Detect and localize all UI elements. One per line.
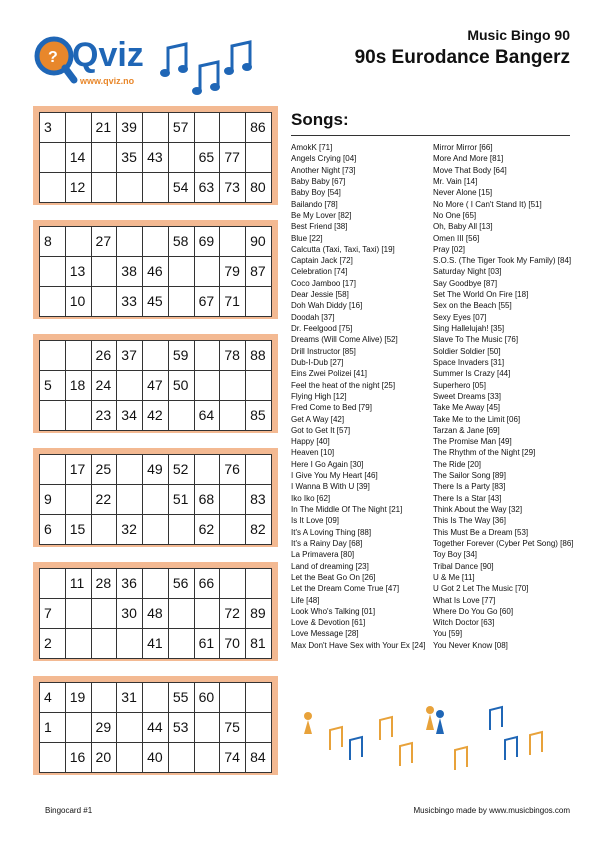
bingo-cell: 63 [194, 173, 220, 203]
song-item: Say Goodbye [87] [433, 278, 498, 288]
bingo-cell [194, 341, 220, 371]
song-item: Never Alone [15] [433, 188, 493, 198]
song-item: Move That Body [64] [433, 165, 507, 175]
song-item: Space Invaders [31] [433, 357, 505, 367]
bingo-cell [246, 713, 272, 743]
song-item: Blue [22] [291, 233, 323, 243]
song-item: I Wanna B With U [39] [291, 482, 370, 492]
song-item: La Primavera [80] [291, 550, 355, 560]
song-item: Think About the Way [32] [433, 505, 523, 514]
bingo-card [33, 562, 278, 661]
bingo-card [33, 448, 278, 547]
bingo-cell: 28 [91, 569, 117, 599]
bingo-cell: 2 [40, 629, 66, 659]
song-item: Look Who's Talking [01] [291, 606, 376, 616]
bingo-cell [220, 113, 246, 143]
song-item: Happy [40] [291, 437, 330, 447]
bingo-cell: 11 [65, 569, 91, 599]
bingo-cell: 83 [246, 485, 272, 515]
bingo-row [40, 713, 272, 743]
bingo-cell: 36 [117, 569, 143, 599]
song-item: There Is a Party [83] [433, 482, 506, 492]
bingo-cell: 9 [40, 485, 66, 515]
dancers-notes-icon [290, 700, 560, 780]
bingo-cell: 74 [220, 743, 246, 773]
song-item: No More ( I Can't Stand It) [51] [433, 199, 542, 209]
song-item: Get A Way [42] [291, 414, 345, 424]
bingo-cell: 8 [40, 227, 66, 257]
bingo-cell [246, 143, 272, 173]
bingo-cell: 59 [168, 341, 194, 371]
bingo-cell: 30 [117, 599, 143, 629]
bingo-cell: 13 [65, 257, 91, 287]
song-item: Land of dreaming [23] [291, 561, 369, 571]
bingo-cell: 66 [194, 569, 220, 599]
bingo-cell: 64 [194, 401, 220, 431]
song-item: Heaven [10] [291, 448, 335, 458]
svg-text:?: ? [48, 49, 58, 66]
song-item: Let the Beat Go On [26] [291, 572, 376, 582]
song-item: Where Do You Go [60] [433, 606, 514, 616]
bingo-cell [40, 257, 66, 287]
bingo-cell [194, 371, 220, 401]
bingo-cell: 23 [91, 401, 117, 431]
bingo-cell: 7 [40, 599, 66, 629]
bingo-grid [39, 682, 272, 773]
song-item: Is It Love [09] [291, 516, 340, 526]
bingo-cell [40, 143, 66, 173]
bingo-row [40, 227, 272, 257]
bingo-cell [168, 629, 194, 659]
bingo-cell: 3 [40, 113, 66, 143]
bingo-cell: 43 [143, 143, 169, 173]
bingo-cell [143, 113, 169, 143]
bingo-cell: 76 [220, 455, 246, 485]
bingo-cell: 89 [246, 599, 272, 629]
bingo-row [40, 113, 272, 143]
song-item: You Never Know [08] [433, 640, 508, 650]
song-item: Best Friend [38] [291, 222, 348, 232]
song-item: This Is The Way [36] [433, 516, 506, 526]
bingo-cell: 42 [143, 401, 169, 431]
footer-credit: Musicbingo made by www.musicbingos.com [413, 806, 570, 815]
bingo-cell: 80 [246, 173, 272, 203]
bingo-row [40, 569, 272, 599]
bingo-cell [246, 287, 272, 317]
bingo-cell [91, 599, 117, 629]
bingo-cell [194, 455, 220, 485]
song-item: Saturday Night [03] [433, 267, 502, 277]
song-item: Baby Boy [54] [291, 188, 341, 198]
bingo-cell: 24 [91, 371, 117, 401]
song-item: Another Night [73] [291, 165, 356, 175]
bingo-cell: 39 [117, 113, 143, 143]
bingo-cell [117, 713, 143, 743]
bingo-cell [168, 599, 194, 629]
bingo-cell: 50 [168, 371, 194, 401]
bingo-grid [39, 454, 272, 545]
song-item: Angels Crying [04] [291, 154, 357, 164]
bingo-card [33, 334, 278, 433]
bingo-cell [220, 227, 246, 257]
bingo-cell: 52 [168, 455, 194, 485]
bingo-cell [91, 287, 117, 317]
song-item: The Sailor Song [89] [433, 471, 506, 481]
bingo-cell [220, 485, 246, 515]
bingo-cell [91, 515, 117, 545]
bingo-cell: 34 [117, 401, 143, 431]
song-item: In The Middle Of The Night [21] [291, 505, 403, 514]
bingo-cell [40, 569, 66, 599]
qviz-logo [32, 30, 152, 94]
bingo-cell [194, 257, 220, 287]
bingo-cell: 37 [117, 341, 143, 371]
song-item: Got to Get It [57] [291, 425, 351, 435]
bingo-cell: 87 [246, 257, 272, 287]
song-item: Together Forever (Cyber Pet Song) [86] [433, 538, 574, 548]
bingo-row [40, 287, 272, 317]
song-item: Flying High [12] [291, 391, 347, 401]
bingo-cell: 90 [246, 227, 272, 257]
song-item: This Must Be a Dream [53] [433, 527, 529, 537]
song-item: Superhero [05] [433, 380, 486, 390]
song-item: Coco Jamboo [17] [291, 278, 356, 288]
bingo-cell: 60 [194, 683, 220, 713]
song-item: No One [65] [433, 210, 477, 220]
bingo-cell [220, 569, 246, 599]
songs-column-1 [291, 142, 433, 651]
song-item: Eins Zwei Polizei [41] [291, 369, 368, 379]
bingo-cell [65, 629, 91, 659]
bingo-row [40, 515, 272, 545]
bingo-cell [40, 287, 66, 317]
song-item: Mirror Mirror [66] [433, 143, 493, 152]
song-item: Witch Doctor [63] [433, 618, 495, 628]
bingo-grid [39, 112, 272, 203]
song-item: There Is a Star [43] [433, 493, 502, 503]
bingo-cell: 6 [40, 515, 66, 545]
song-item: I Give You My Heart [46] [291, 471, 378, 481]
bingo-cell: 21 [91, 113, 117, 143]
bingo-cell: 55 [168, 683, 194, 713]
song-item: AmokK [71] [291, 143, 333, 152]
song-item: The Rhythm of the Night [29] [433, 448, 536, 458]
bingo-row [40, 455, 272, 485]
bingo-cell: 44 [143, 713, 169, 743]
bingo-cell: 62 [194, 515, 220, 545]
bingo-row [40, 143, 272, 173]
songs-heading: Songs: [291, 110, 349, 129]
bingo-cell: 75 [220, 713, 246, 743]
bingo-cell [117, 455, 143, 485]
bingo-cell: 54 [168, 173, 194, 203]
bingo-cell: 48 [143, 599, 169, 629]
bingo-cell: 15 [65, 515, 91, 545]
song-item: S.O.S. (The Tiger Took My Family) [84] [433, 256, 572, 266]
bingo-cell: 47 [143, 371, 169, 401]
bingo-cell: 17 [65, 455, 91, 485]
bingo-cell [65, 227, 91, 257]
bingo-cell: 29 [91, 713, 117, 743]
bingo-cell [91, 173, 117, 203]
bingo-cell: 82 [246, 515, 272, 545]
bingo-cell: 68 [194, 485, 220, 515]
song-item: You [59] [433, 629, 463, 639]
song-item: Be My Lover [82] [291, 210, 352, 220]
song-item: Max Don't Have Sex with Your Ex [24] [291, 640, 426, 650]
bingo-cell [40, 173, 66, 203]
bingo-cell: 58 [168, 227, 194, 257]
bingo-cell [168, 143, 194, 173]
bingo-cell: 45 [143, 287, 169, 317]
bingo-cell [246, 683, 272, 713]
song-item: Iko Iko [62] [291, 493, 331, 503]
bingo-row [40, 371, 272, 401]
song-item: Slave To The Music [76] [433, 335, 519, 345]
song-item: Soldier Soldier [50] [433, 346, 501, 356]
header-title: 90s Eurodance Bangerz [354, 47, 570, 68]
song-item: Set The World On Fire [18] [433, 290, 529, 300]
song-item: More And More [81] [433, 154, 504, 164]
bingo-cell [194, 713, 220, 743]
bingo-cell [40, 341, 66, 371]
bingo-cell [220, 401, 246, 431]
bingo-cell: 56 [168, 569, 194, 599]
bingo-cell [65, 599, 91, 629]
bingo-cell [143, 485, 169, 515]
bingo-cell [143, 173, 169, 203]
bingo-cell [194, 743, 220, 773]
header-subtitle: Music Bingo 90 [467, 27, 570, 43]
bingo-card [33, 106, 278, 205]
song-item: Fred Come to Bed [79] [291, 403, 372, 413]
bingo-cell: 10 [65, 287, 91, 317]
bingo-cell [143, 341, 169, 371]
bingo-cell [40, 455, 66, 485]
bingo-cell: 25 [91, 455, 117, 485]
bingo-cell: 73 [220, 173, 246, 203]
bingo-cell [168, 515, 194, 545]
bingo-cell: 57 [168, 113, 194, 143]
bingo-cell: 27 [91, 227, 117, 257]
bingo-cell [143, 683, 169, 713]
bingo-cell: 33 [117, 287, 143, 317]
song-item: Doh Wah Diddy [16] [291, 301, 363, 311]
song-item: What Is Love [77] [433, 595, 496, 605]
bingo-cell [246, 569, 272, 599]
bingo-cell [194, 113, 220, 143]
song-item: Love Message [28] [291, 629, 359, 639]
bingo-cell [117, 227, 143, 257]
bingo-cell: 22 [91, 485, 117, 515]
bingo-cell: 88 [246, 341, 272, 371]
songs-column-2 [433, 142, 573, 651]
song-item: Tribal Dance [90] [433, 561, 494, 571]
bingo-row [40, 173, 272, 203]
card-label: Bingocard #1 [45, 806, 93, 815]
song-item: Mr. Vain [14] [433, 176, 478, 186]
bingo-cell: 51 [168, 485, 194, 515]
bingo-cell [117, 173, 143, 203]
bingo-row [40, 485, 272, 515]
bingo-row [40, 743, 272, 773]
song-item: Oh, Baby All [13] [433, 222, 493, 232]
song-item: Toy Boy [34] [433, 550, 478, 560]
bingo-cell [194, 599, 220, 629]
bingo-cell [117, 485, 143, 515]
bingo-cell: 26 [91, 341, 117, 371]
bingo-cell [246, 455, 272, 485]
song-item: Summer Is Crazy [44] [433, 369, 511, 379]
song-item: Dear Jessie [58] [291, 290, 349, 300]
bingo-cell: 86 [246, 113, 272, 143]
song-item: Captain Jack [72] [291, 256, 353, 266]
bingo-cell: 41 [143, 629, 169, 659]
song-item: Bailando [78] [291, 199, 338, 209]
bingo-cell [65, 401, 91, 431]
bingo-cell: 1 [40, 713, 66, 743]
bingo-cell: 46 [143, 257, 169, 287]
bingo-cell [143, 515, 169, 545]
song-item: Tarzan & Jane [69] [433, 425, 500, 435]
song-item: Dreams (Will Come Alive) [52] [291, 335, 398, 345]
bingo-cell [40, 743, 66, 773]
bingo-cell: 40 [143, 743, 169, 773]
bingo-grid [39, 568, 272, 659]
bingo-cell: 61 [194, 629, 220, 659]
songs-divider [291, 135, 570, 136]
bingo-cell: 32 [117, 515, 143, 545]
logo-text: Qviz [72, 36, 144, 74]
song-item: Sexy Eyes [07] [433, 312, 487, 322]
bingo-cell: 84 [246, 743, 272, 773]
bingo-cell: 19 [65, 683, 91, 713]
song-item: U Got 2 Let The Music [70] [433, 584, 529, 594]
bingo-cell [91, 143, 117, 173]
bingo-cell [246, 371, 272, 401]
bingo-cell: 69 [194, 227, 220, 257]
bingo-cell [168, 257, 194, 287]
song-item: U & Me [11] [433, 572, 475, 582]
song-item: Let the Dream Come True [47] [291, 584, 400, 594]
bingo-cell [143, 569, 169, 599]
song-item: Doodah [37] [291, 312, 335, 322]
bingo-cell [117, 743, 143, 773]
song-item: Drill Instructor [85] [291, 346, 356, 356]
bingo-cell [91, 257, 117, 287]
bingo-row [40, 257, 272, 287]
bingo-cell: 65 [194, 143, 220, 173]
bingo-card [33, 220, 278, 319]
bingo-cell: 4 [40, 683, 66, 713]
song-item: Feel the heat of the night [25] [291, 380, 396, 390]
bingo-row [40, 683, 272, 713]
bingo-cell [65, 113, 91, 143]
bingo-cell [65, 341, 91, 371]
bingo-cell: 85 [246, 401, 272, 431]
bingo-cell [40, 401, 66, 431]
song-item: Celebration [74] [291, 267, 348, 277]
bingo-grid [39, 226, 272, 317]
bingo-cell: 18 [65, 371, 91, 401]
song-item: Omen III [56] [433, 233, 480, 243]
song-item: It's A Loving Thing [88] [291, 527, 372, 537]
bingo-cell [168, 743, 194, 773]
song-item: The Promise Man [49] [433, 437, 512, 447]
bingo-cell: 5 [40, 371, 66, 401]
bingo-cell: 49 [143, 455, 169, 485]
bingo-cell: 72 [220, 599, 246, 629]
bingo-cell [91, 683, 117, 713]
bingo-cell: 70 [220, 629, 246, 659]
song-item: Dr. Feelgood [75] [291, 324, 353, 333]
song-item: Baby Baby [67] [291, 176, 346, 186]
song-item: Dub-I-Dub [27] [291, 357, 344, 367]
song-item: Life [48] [291, 595, 320, 605]
bingo-row [40, 599, 272, 629]
song-item: Sing Hallelujah! [35] [433, 324, 505, 333]
song-item: Pray [02] [433, 244, 466, 254]
bingo-cell [168, 401, 194, 431]
bingo-cell: 53 [168, 713, 194, 743]
song-item: The Ride [20] [433, 459, 482, 469]
bingo-cell [117, 371, 143, 401]
song-item: Here I Go Again [30] [291, 459, 364, 469]
bingo-cell [168, 287, 194, 317]
bingo-cell [220, 683, 246, 713]
song-item: Calcutta (Taxi, Taxi, Taxi) [19] [291, 244, 395, 254]
bingo-cell: 67 [194, 287, 220, 317]
song-item: Take Me Away [45] [433, 403, 500, 413]
bingo-row [40, 401, 272, 431]
song-item: Sex on the Beach [55] [433, 301, 512, 311]
bingo-cell: 14 [65, 143, 91, 173]
bingo-cell: 35 [117, 143, 143, 173]
bingo-cell [117, 629, 143, 659]
bingo-cell: 78 [220, 341, 246, 371]
bingo-cell [220, 371, 246, 401]
bingo-cell [143, 227, 169, 257]
song-item: Love & Devotion [61] [291, 618, 366, 628]
bingo-cell: 31 [117, 683, 143, 713]
bingo-cell: 71 [220, 287, 246, 317]
bingo-cell [220, 515, 246, 545]
bingo-cell [91, 629, 117, 659]
bingo-row [40, 341, 272, 371]
bingo-cell: 20 [91, 743, 117, 773]
song-item: Sweet Dreams [33] [433, 391, 502, 401]
music-notes-icon [160, 36, 260, 96]
bingo-cell: 77 [220, 143, 246, 173]
bingo-cell: 81 [246, 629, 272, 659]
bingo-cell: 12 [65, 173, 91, 203]
song-item: It's a Rainy Day [68] [291, 538, 363, 548]
bingo-cell: 79 [220, 257, 246, 287]
bingo-row [40, 629, 272, 659]
bingo-cell [65, 485, 91, 515]
bingo-grid [39, 340, 272, 431]
bingo-cell [65, 713, 91, 743]
song-item: Take Me to the Limit [06] [433, 414, 521, 424]
bingo-cell: 38 [117, 257, 143, 287]
bingo-cell: 16 [65, 743, 91, 773]
logo-url: www.qviz.no [80, 76, 135, 86]
bingo-card [33, 676, 278, 775]
